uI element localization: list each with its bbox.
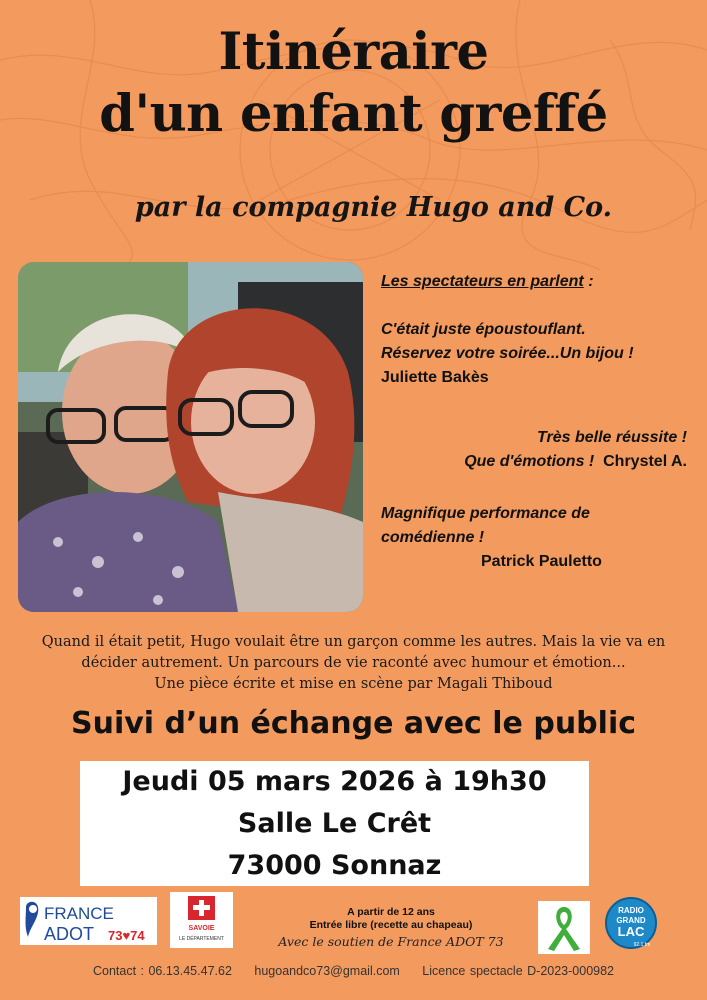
green-ribbon-logo: [538, 901, 590, 954]
savoie-logo: [170, 892, 233, 948]
echange-heading: Suivi d’un échange avec le public: [70, 706, 637, 741]
review-1-line-2: Réservez votre soirée...Un bijou !: [381, 345, 634, 362]
adot-text-1: FRANCE: [44, 904, 114, 923]
savoie-name: SAVOIE: [188, 925, 215, 932]
review-1-line-1: C'était juste époustouflant.: [381, 321, 586, 338]
radio-freq: 92.1 fm: [633, 942, 651, 948]
review-2-author: Chrystel A.: [603, 453, 687, 470]
event-city: 73000 Sonnaz: [227, 850, 442, 881]
radio-text-1: RADIO: [618, 906, 644, 915]
title-line-1: Itinéraire: [218, 22, 489, 82]
title-line-2: d'un enfant greffé: [99, 84, 608, 144]
radio-text-3: LAC: [617, 924, 645, 939]
reviews-heading-colon: :: [583, 273, 594, 290]
reviews-heading: [381, 270, 691, 294]
contact-line: [0, 964, 707, 978]
france-adot-icon: [20, 897, 157, 945]
savoie-icon: [170, 892, 233, 948]
radio-text-2: GRAND: [616, 916, 646, 925]
review-1-author: Juliette Bakès: [381, 369, 489, 386]
photo: [18, 262, 363, 612]
entry-info: Entrée libre (recette au chapeau): [309, 919, 473, 931]
event-box: [80, 761, 589, 886]
age-info: A partir de 12 ans: [347, 906, 435, 918]
radio-grand-lac-logo: [604, 896, 658, 954]
synopsis: [10, 632, 697, 695]
france-adot-logo: [20, 897, 157, 945]
adot-text-2: ADOT: [44, 924, 95, 944]
reviews: [381, 270, 691, 574]
savoie-sub: LE DÉPARTEMENT: [179, 936, 224, 942]
synopsis-line-3: Une pièce écrite et mise en scène par Magali Thiboud: [154, 676, 553, 692]
review-3-line-1: Magnifique performance de: [381, 505, 590, 522]
event-date: Jeudi 05 mars 2026 à 19h30: [122, 766, 547, 797]
review-2-line-1: Très belle réussite !: [537, 429, 687, 446]
contact-phone: Contact : 06.13.45.47.62: [92, 964, 232, 978]
event-info: [246, 906, 536, 952]
synopsis-line-1: Quand il était petit, Hugo voulait être un garçon comme les autres. Mais la vie va en: [41, 634, 666, 650]
reviews-heading-text: Les spectateurs en parlent: [381, 273, 584, 290]
synopsis-line-2: décider autrement. Un parcours de vie raconté avec humour et émotion...: [81, 655, 626, 671]
event-venue: Salle Le Crêt: [237, 808, 432, 839]
review-3-author: Patrick Pauletto: [481, 553, 602, 570]
review-3-line-2: comédienne !: [381, 529, 485, 546]
support-info: Avec le soutien de France ADOT 73: [278, 934, 504, 949]
radio-icon: [604, 896, 658, 954]
contact-licence: Licence spectacle D-2023-000982: [422, 964, 615, 978]
ribbon-icon: [538, 901, 590, 954]
adot-nums: 73♥74: [108, 928, 145, 943]
review-2-quote: Que d'émotions !: [464, 453, 595, 470]
review-2-line-2: [381, 450, 691, 474]
photo-illustration: [18, 262, 363, 612]
subtitle: par la compagnie Hugo and Co.: [134, 192, 613, 223]
contact-email[interactable]: hugoandco73@gmail.com: [254, 964, 400, 978]
